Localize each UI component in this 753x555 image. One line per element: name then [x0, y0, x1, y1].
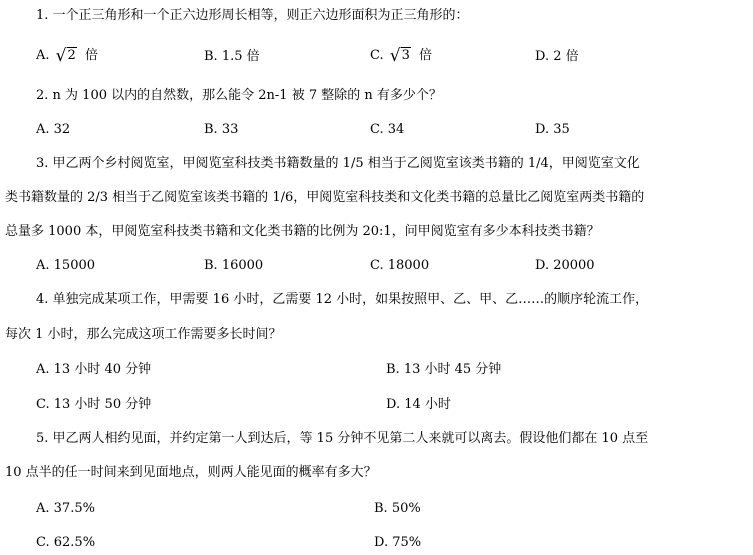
q3-option-d: D. 20000 [535, 258, 595, 273]
question-5-line-2: 10 点半的任一时间来到见面地点，则两人能见面的概率有多大？ [5, 465, 377, 480]
q5-option-b: B. 50% [374, 501, 421, 516]
q5-option-c: C. 62.5% [36, 535, 96, 550]
q3-option-b: B. 16000 [204, 258, 264, 273]
sqrt-symbol: √3 [389, 46, 410, 66]
question-5-line-1: 5. 甲乙两人相约见面，并约定第一人到达后，等 15 分钟不见第二人来就可以离去。假设他们都在 10 点至 [36, 431, 649, 446]
q4-option-a: A. 13 小时 40 分钟 [36, 362, 152, 377]
q4-option-b: B. 13 小时 45 分钟 [386, 362, 502, 377]
q2-option-c: C. 34 [370, 122, 405, 137]
q2-option-b: B. 33 [204, 122, 239, 137]
question-1-text: 1. 一个正三角形和一个正六边形周长相等，则正六边形面积为正三角形的： [36, 8, 469, 23]
q1-option-a-suffix: 倍 [84, 48, 98, 63]
question-2-text: 2. n 为 100 以内的自然数，那么能令 2n-1 被 7 整除的 n 有多少个？ [36, 88, 442, 103]
q3-option-a: A. 15000 [36, 258, 96, 273]
q2-option-d: D. 35 [535, 122, 570, 137]
q4-option-d: D. 14 小时 [386, 397, 451, 412]
question-3-line-2: 类书籍数量的 2/3 相当于乙阅览室该类书籍的 1/6，甲阅览室科技类和文化类书籍的总量比乙阅览室两类书籍的 [5, 190, 645, 205]
q5-option-d: D. 75% [374, 535, 422, 550]
sqrt-symbol: √2 [55, 46, 76, 66]
q3-option-c: C. 18000 [370, 258, 430, 273]
question-3-line-3: 总量多 1000 本，甲阅览室科技类书籍和文化类书籍的比例为 20:1，问甲阅览室有多少本科技类书籍？ [5, 224, 600, 239]
q1-option-c-radicand: 3 [401, 48, 410, 63]
q1-option-c-suffix: 倍 [419, 48, 433, 63]
q1-option-a [36, 46, 98, 66]
q2-option-a: A. 32 [36, 122, 71, 137]
q5-option-a: A. 37.5% [36, 501, 95, 516]
q1-option-c-label: C. [370, 48, 384, 63]
q1-option-a-radicand: 2 [67, 48, 76, 63]
question-4-line-2: 每次 1 小时，那么完成这项工作需要多长时间？ [5, 327, 282, 342]
question-3-line-1: 3. 甲乙两个乡村阅览室，甲阅览室科技类书籍数量的 1/5 相当于乙阅览室该类书籍的 1/4，甲阅览室文化 [36, 156, 640, 171]
q1-option-d: D. 2 倍 [535, 49, 579, 64]
q1-option-b: B. 1.5 倍 [204, 49, 260, 64]
q1-option-a-label: A. [36, 48, 50, 63]
q1-option-c [370, 46, 432, 66]
q4-option-c: C. 13 小时 50 分钟 [36, 397, 152, 412]
question-4-line-1: 4. 单独完成某项工作，甲需要 16 小时，乙需要 12 小时，如果按照甲、乙、甲、乙……的顺序轮流工作， [36, 292, 649, 307]
